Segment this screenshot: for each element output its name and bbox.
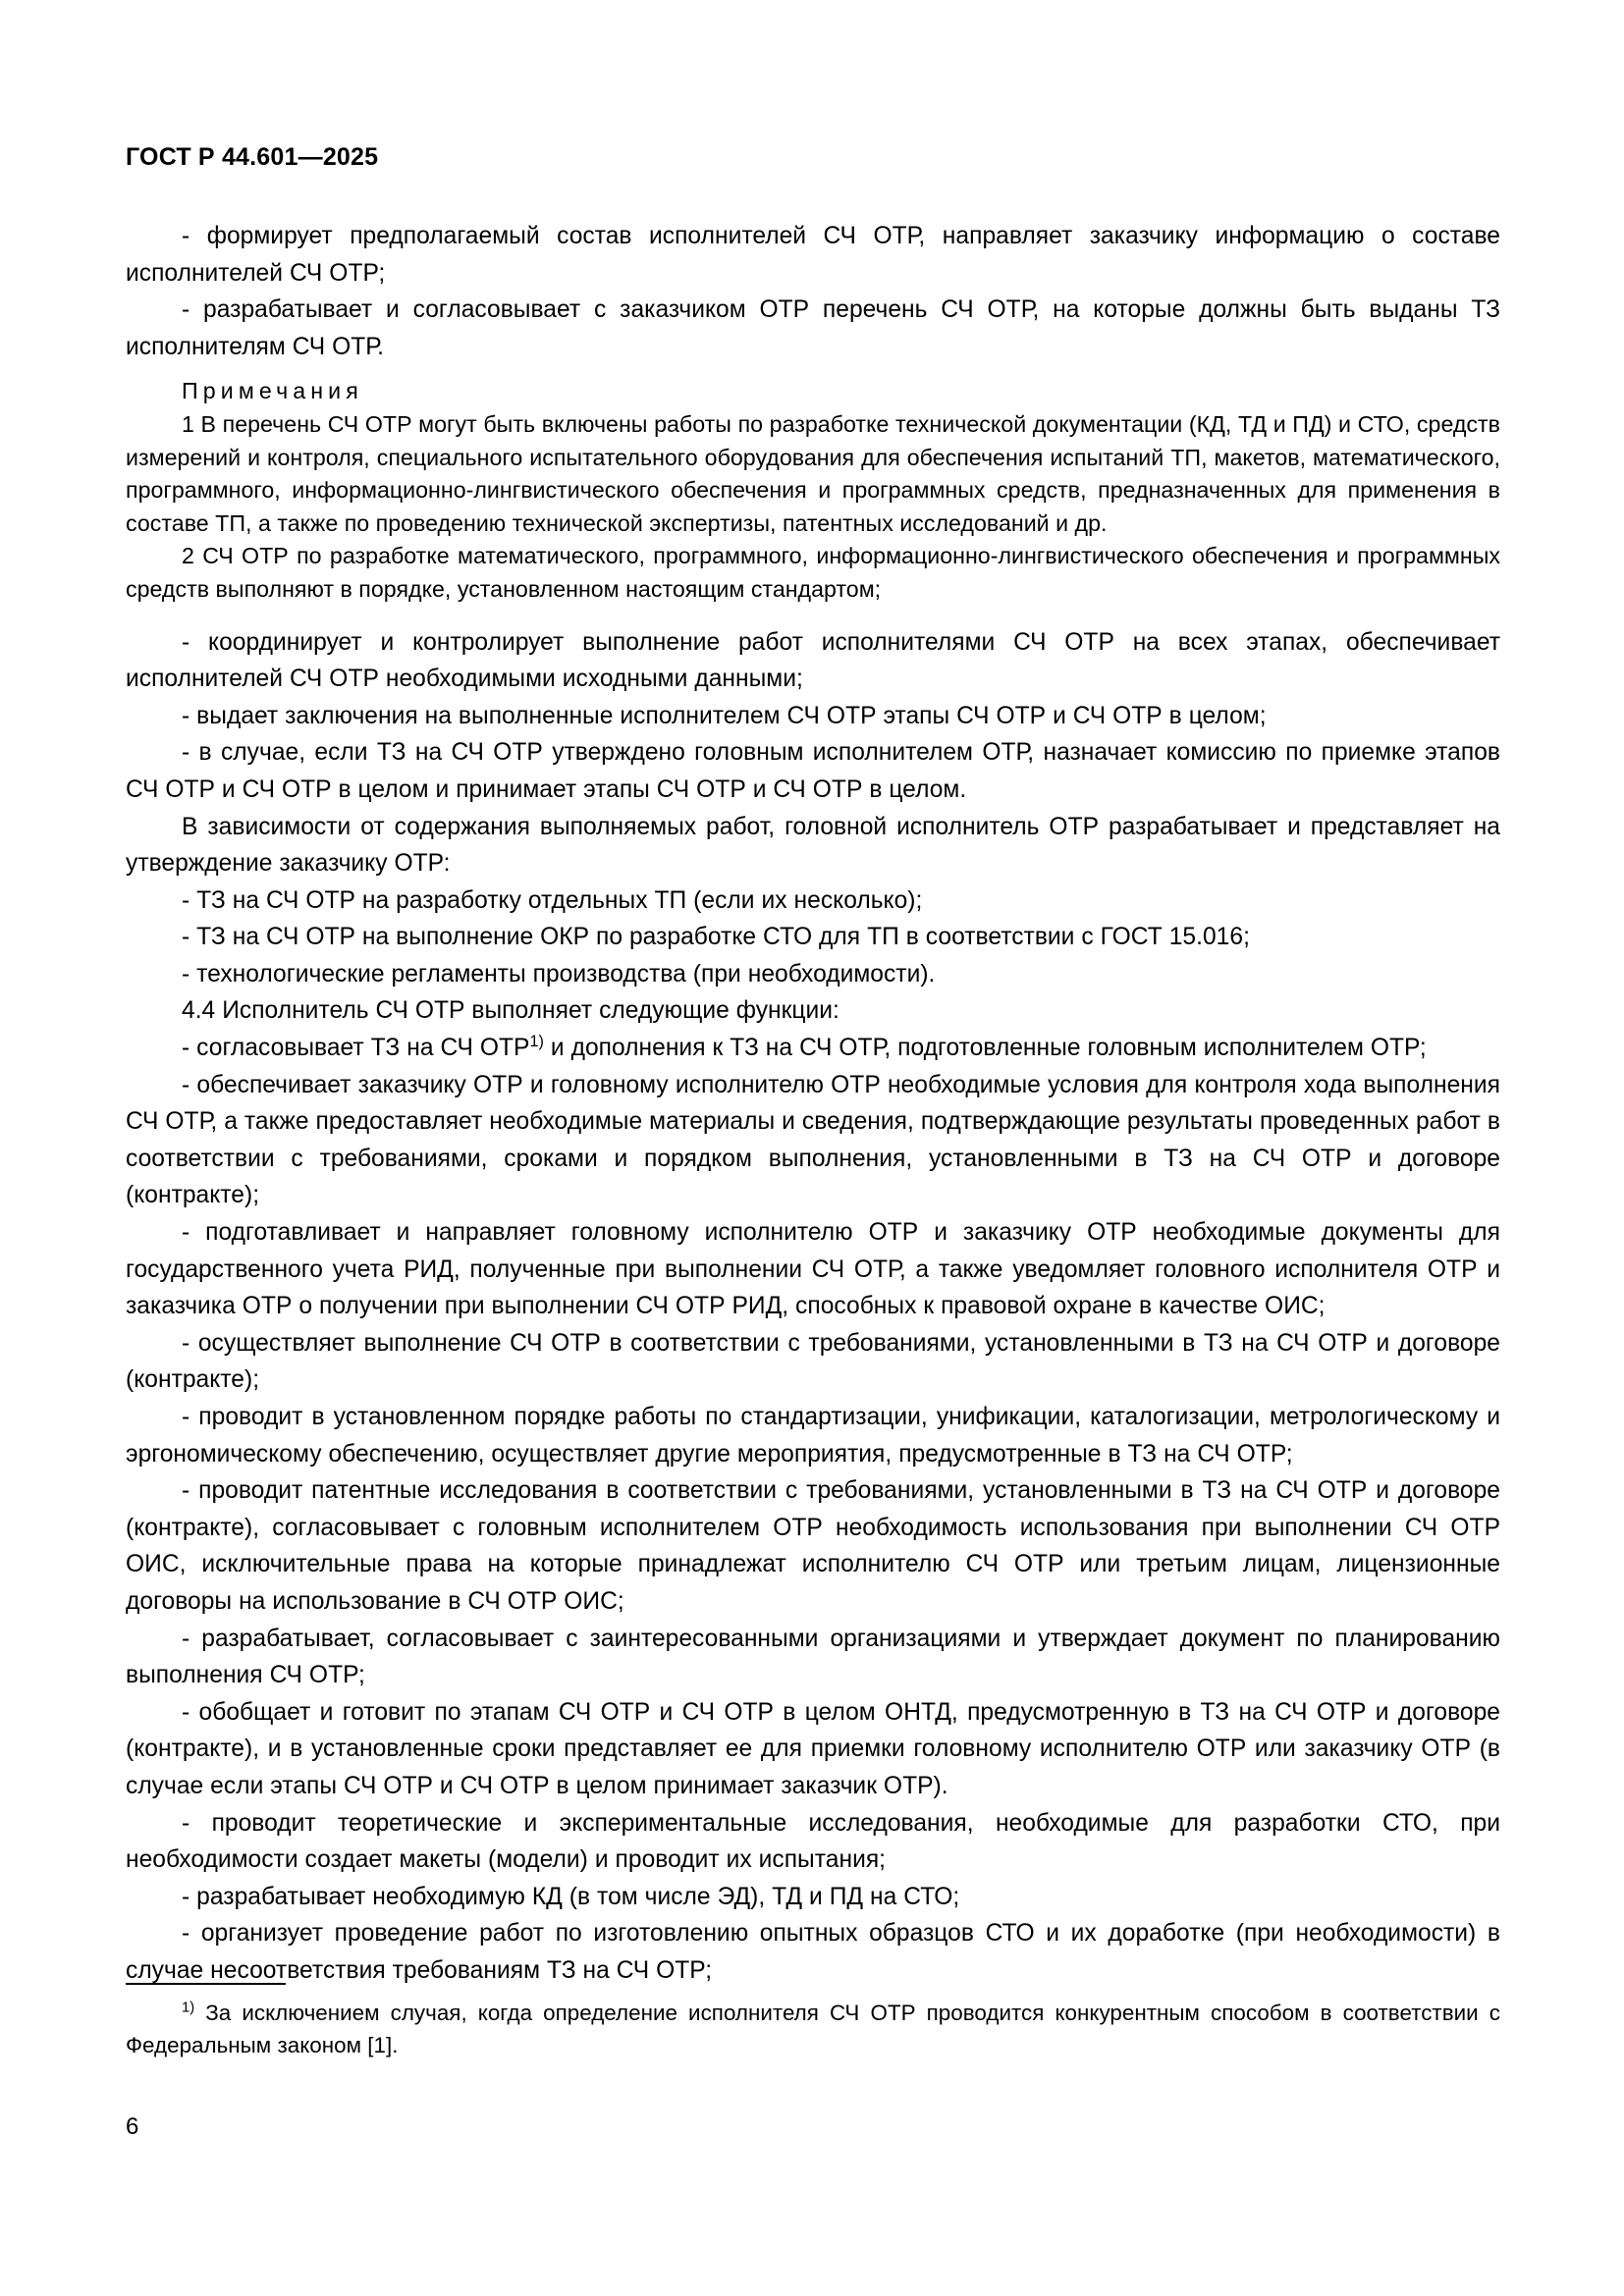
paragraph-bullet-summarizes-ontd: - обобщает и готовит по этапам СЧ ОТР и СЧ ОТР в целом ОНТД, предусмотренную в ТЗ на СЧ ОТР и договоре (контракте), и в установленные сроки представляет ее для приемки головному исполнителю ОТР или заказчику ОТР (в случае если этапы СЧ ОТР и СЧ ОТР в целом принимает заказчик ОТР). xyxy=(126,1698,1500,1799)
paragraph-bullet-tz-separate-tp: - ТЗ на СЧ ОТР на разработку отдельных ТП (если их несколько); xyxy=(182,886,923,914)
paragraph-bullet-technological-regulations: - технологические регламенты производства (при необходимости). xyxy=(182,960,936,988)
paragraph-bullet-appoints-commission: - в случае, если ТЗ на СЧ ОТР утверждено головным исполнителем ОТР, назначает комиссию по приемке этапов СЧ ОТР и СЧ ОТР в целом и принимает этапы СЧ ОТР и СЧ ОТР в целом. xyxy=(126,739,1500,803)
footnote-reference-marker[interactable]: 1) xyxy=(529,1032,544,1050)
paragraph-bullet-develops-agrees-list: - разрабатывает и согласовывает с заказчиком ОТР перечень СЧ ОТР, на которые должны быть выданы ТЗ исполнителям СЧ ОТР. xyxy=(126,296,1500,360)
footnote-marker-icon: 1) xyxy=(182,2000,195,2016)
paragraph-depending-on-content: В зависимости от содержания выполняемых работ, головной исполнитель ОТР разрабатывает и представляет на утверждение заказчику ОТР: xyxy=(126,813,1500,878)
paragraph-bullet-performs-in-accordance: - осуществляет выполнение СЧ ОТР в соответствии с требованиями, установленными в ТЗ на СЧ ОТР и договоре (контракте); xyxy=(126,1329,1500,1394)
paragraph-bullet-theoretical-experimental: - проводит теоретические и экспериментальные исследования, необходимые для разработки СТО, при необходимости создает макеты (модели) и проводит их испытания; xyxy=(126,1809,1500,1874)
paragraph-bullet-patent-research: - проводит патентные исследования в соответствии с требованиями, установленными в ТЗ на СЧ ОТР и договоре (контракте), согласовывает с головным исполнителем ОТР необходимость использования при выполнении СЧ ОТР ОИС, исключительные права на которые принадлежат исполнителю СЧ ОТР или третьим лицам, лицензионные договоры на использование в СЧ ОТР ОИС; xyxy=(126,1477,1500,1615)
paragraph-bullet-standardization-unification: - проводит в установленном порядке работы по стандартизации, унификации, каталогизации, метрологическому и эргономическому обеспечению, осуществляет другие мероприятия, предусмотренные в ТЗ на СЧ ОТР; xyxy=(126,1404,1500,1468)
paragraph-text-after-footnote: и дополнения к ТЗ на СЧ ОТР, подготовленные головным исполнителем ОТР; xyxy=(543,1035,1427,1062)
paragraph-bullet-prepares-sends-documents: - подготавливает и направляет головному исполнителю ОТР и заказчику ОТР необходимые документы для государственного учета РИД, полученные при выполнении СЧ ОТР, а также уведомляет головного исполнителя ОТР и заказчика ОТР о получении при выполнении СЧ ОТР РИД, способных к правовой охране в качестве ОИС; xyxy=(126,1219,1500,1320)
notes-heading: Примечания xyxy=(182,378,363,404)
note-item-2: 2 СЧ ОТР по разработке математического, программного, информационно-лингвистического обеспечения и программных средств выполняют в порядке, установленном настоящим стандартом; xyxy=(126,543,1500,602)
spacer xyxy=(126,365,1500,375)
paragraph-bullet-issues-conclusions: - выдает заключения на выполненные исполнителем СЧ ОТР этапы СЧ ОТР и СЧ ОТР в целом; xyxy=(182,702,1267,729)
footnote-entry-1 xyxy=(126,1998,1500,2061)
paragraph-bullet-provides-conditions-control: - обеспечивает заказчику ОТР и головному исполнителю ОТР необходимые условия для контроля хода выполнения СЧ ОТР, а также предоставляет необходимые материалы и сведения, подтверждающие результаты проведенных работ в соответствии с требованиями, сроками и порядком выполнения, установленными в ТЗ на СЧ ОТР и договоре (контракте); xyxy=(126,1071,1500,1209)
paragraph-bullet-agrees-tz-footnote xyxy=(126,1030,1500,1067)
page-body-content xyxy=(126,218,1500,1990)
page-header: ГОСТ Р 44.601—2025 xyxy=(126,143,379,171)
paragraph-bullet-organizes-prototypes: - организует проведение работ по изготовлению опытных образцов СТО и их доработке (при необходимости) в случае несоответствия требованиям ТЗ на СЧ ОТР; xyxy=(126,1920,1500,1984)
page-number: 6 xyxy=(126,2113,139,2140)
paragraph-bullet-develops-agrees-planning-doc: - разрабатывает, согласовывает с заинтересованными организациями и утверждает документ по планированию выполнения СЧ ОТР; xyxy=(126,1625,1500,1689)
footnote-text: За исключением случая, когда определение исполнителя СЧ ОТР проводится конкурентным способом в соответствии с Федеральным законом [1]. xyxy=(126,2001,1500,2057)
paragraph-text-before-footnote: - согласовывает ТЗ на СЧ ОТР xyxy=(182,1035,530,1062)
note-item-1: 1 В перечень СЧ ОТР могут быть включены работы по разработке технической документации (КД, ТД и ПД) и СТО, средств измерений и контроля, специального испытательного оборудования для обеспечения испытаний ТП, макетов, математического, программного, информационно-лингвистического обеспечения и программных средств, предназначенных для применения в составе ТП, а также по проведению технической экспертизы, патентных исследований и др. xyxy=(126,410,1500,536)
footnote-separator-rule xyxy=(126,1983,286,1985)
spacer xyxy=(126,607,1500,624)
footnote-section xyxy=(126,1983,1500,2061)
paragraph-bullet-develops-kd-td-pd: - разрабатывает необходимую КД (в том числе ЭД), ТД и ПД на СТО; xyxy=(182,1883,960,1910)
paragraph-clause-4-4: 4.4 Исполнитель СЧ ОТР выполняет следующие функции: xyxy=(182,997,839,1025)
paragraph-bullet-coordinates-controls: - координирует и контролирует выполнение работ исполнителями СЧ ОТР на всех этапах, обеспечивает исполнителей СЧ ОТР необходимыми исходными данными; xyxy=(126,628,1500,693)
paragraph-bullet-tz-okr-gost: - ТЗ на СЧ ОТР на выполнение ОКР по разработке СТО для ТП в соответствии с ГОСТ 15.016; xyxy=(182,924,1250,951)
paragraph-bullet-forms-composition: - формирует предполагаемый состав исполнителей СЧ ОТР, направляет заказчику информацию о составе исполнителей СЧ ОТР; xyxy=(126,223,1500,287)
